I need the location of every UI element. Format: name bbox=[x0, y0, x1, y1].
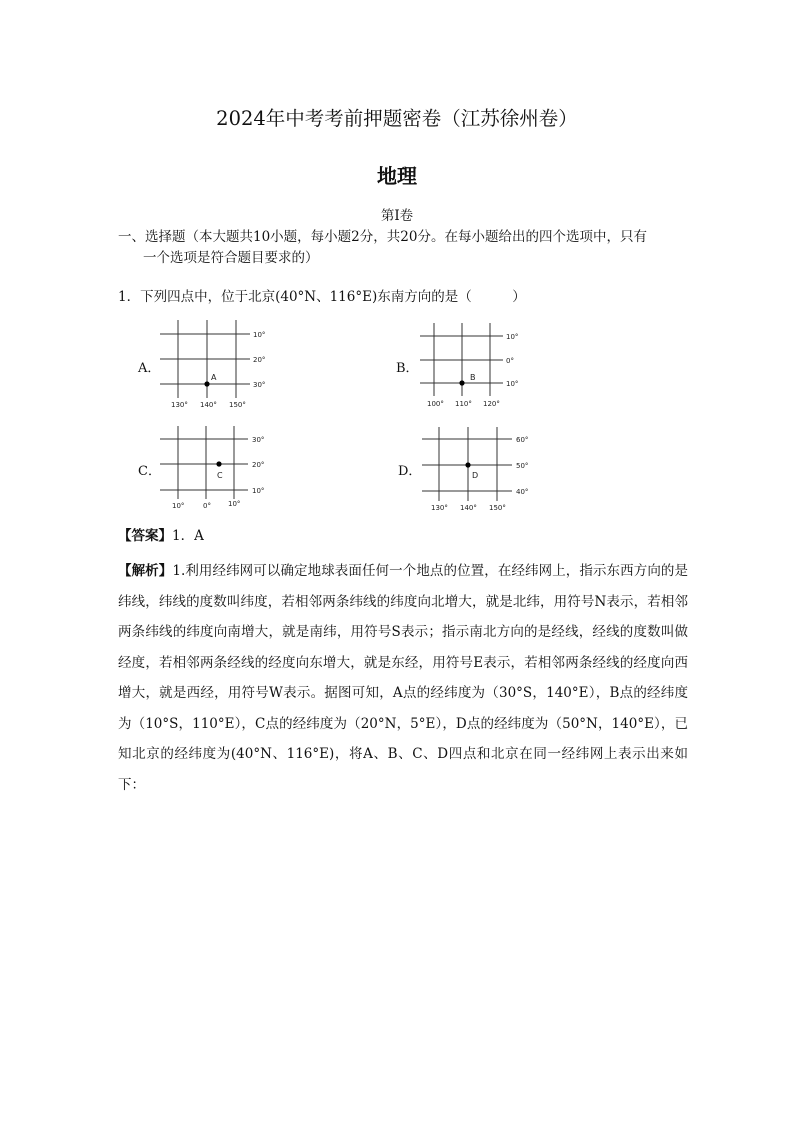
point-a-label: A bbox=[211, 373, 217, 382]
option-c-label: C． bbox=[138, 464, 161, 479]
longitude-label: 150° bbox=[229, 401, 246, 409]
longitude-label: 140° bbox=[200, 401, 217, 409]
answer-line bbox=[118, 526, 688, 547]
longitude-label: 10° bbox=[228, 500, 241, 508]
document-title: 2024年中考考前押题密卷（江苏徐州卷） bbox=[216, 107, 578, 130]
graticule-lines bbox=[160, 426, 248, 499]
longitude-label: 10° bbox=[172, 502, 185, 510]
analysis-label: 【解析】 bbox=[118, 563, 173, 579]
option-a-grid-map bbox=[160, 318, 280, 413]
subject-heading: 地理 bbox=[377, 164, 417, 188]
answer-label: 【答案】 bbox=[118, 528, 172, 544]
section-instructions-line1: 一、选择题（本大题共10小题，每小题2分，共20分。在每小题给出的四个选项中，只有 bbox=[118, 229, 647, 245]
longitude-label: 150° bbox=[489, 504, 506, 512]
point-c-marker bbox=[216, 461, 221, 466]
analysis-text: 1.利用经纬网可以确定地球表面任何一个地点的位置，在经纬网上，指示东西方向的是纬线，纬线的度数叫纬度，若相邻两条纬线的纬度向北增大，就是北纬，用符号N表示，若相邻两条纬线的纬度向南增大，就是南纬，用符号S表示；指示南北方向的是经线，经线的度数叫做经度，若相邻两条经线的经度向东增大，就是东经，用符号E表示，若相邻两条经线的经度向西增大，就是西经，用符号W表示。据图可知，A点的经纬度为（30°S，140°E），B点的经纬度为（10°S，110°E），C点的经纬度为（20°N，5°E），D点的经纬度为（50°N，140°E），已知北京的经纬度为(40°N、116°E)，将A、B、C、D四点和北京在同一经纬网上表示出来如下： bbox=[118, 563, 688, 793]
question-1-stem: 1．下列四点中，位于北京(40°N、116°E)东南方向的是（ ） bbox=[118, 289, 526, 305]
point-b-label: B bbox=[470, 373, 476, 382]
option-a-label: A． bbox=[138, 361, 161, 376]
latitude-label: 10° bbox=[252, 487, 265, 495]
longitude-label: 100° bbox=[427, 400, 444, 408]
latitude-label: 50° bbox=[516, 462, 529, 470]
option-b-grid-map bbox=[420, 320, 540, 412]
option-d-grid-map bbox=[422, 425, 542, 517]
longitude-label: 110° bbox=[455, 400, 472, 408]
point-b-marker bbox=[459, 380, 464, 385]
latitude-label: 10° bbox=[506, 333, 519, 341]
latitude-label: 40° bbox=[516, 488, 529, 496]
latitude-label: 60° bbox=[516, 436, 529, 444]
section-instructions bbox=[118, 227, 688, 269]
longitude-label: 130° bbox=[431, 504, 448, 512]
section-instructions-line2: 一个选项是符合题目要求的） bbox=[143, 250, 319, 266]
point-d-label: D bbox=[472, 471, 479, 480]
volume-heading: 第Ⅰ卷 bbox=[380, 208, 414, 224]
latitude-label: 20° bbox=[252, 461, 265, 469]
option-c-grid-map bbox=[160, 424, 280, 516]
point-d-marker bbox=[465, 462, 470, 467]
point-c-label: C bbox=[217, 471, 223, 480]
latitude-label: 20° bbox=[253, 356, 266, 364]
longitude-label: 130° bbox=[171, 401, 188, 409]
latitude-label: 0° bbox=[506, 357, 514, 365]
option-d-label: D． bbox=[398, 464, 422, 479]
latitude-label: 10° bbox=[506, 380, 519, 388]
latitude-label: 10° bbox=[253, 331, 266, 339]
latitude-label: 30° bbox=[252, 436, 265, 444]
longitude-label: 140° bbox=[460, 504, 477, 512]
option-b-label: B． bbox=[396, 361, 419, 376]
latitude-label: 30° bbox=[253, 381, 266, 389]
answer-value: 1．A bbox=[172, 528, 204, 544]
longitude-label: 0° bbox=[203, 502, 211, 510]
point-a-marker bbox=[204, 381, 209, 386]
analysis-paragraph bbox=[118, 556, 688, 800]
longitude-label: 120° bbox=[483, 400, 500, 408]
graticule-lines bbox=[160, 320, 250, 398]
